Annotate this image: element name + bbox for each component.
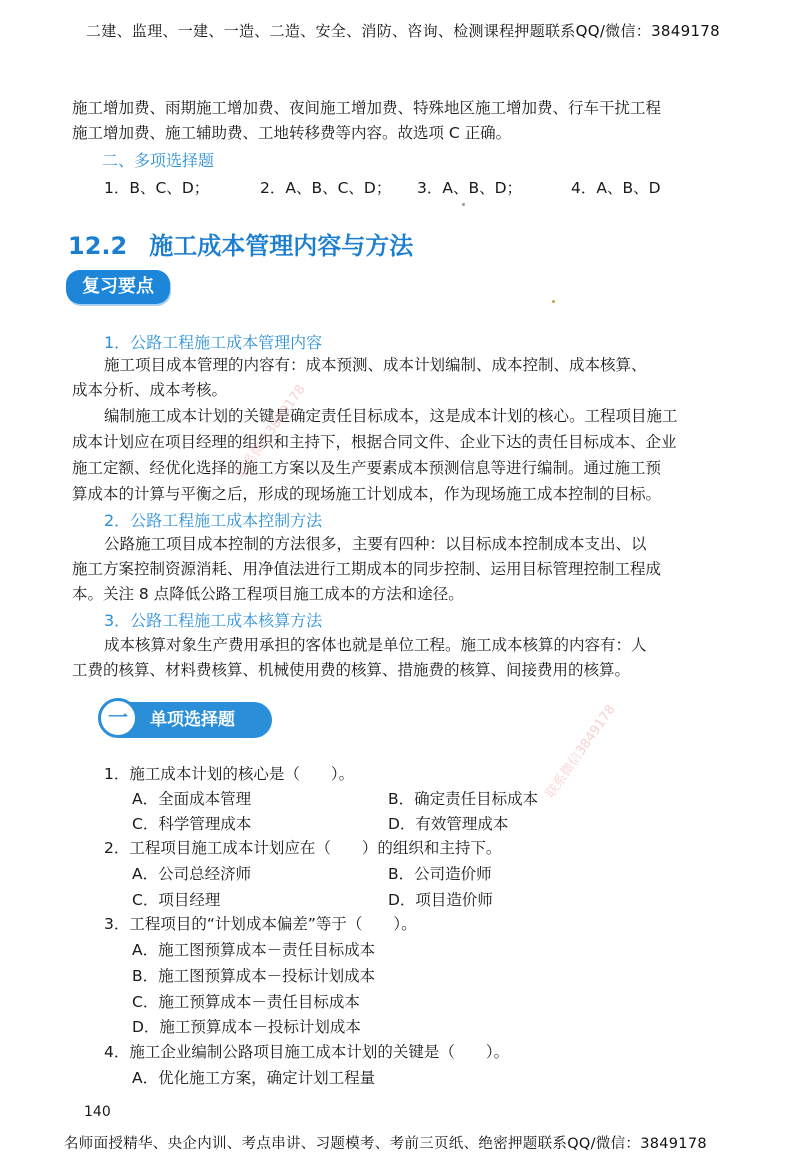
single-choice-title: 单项选择题 [150,710,235,730]
paragraph-line: 公路施工项目成本控制的方法很多，主要有四种：以目标成本控制成本支出、以 [104,535,647,553]
option: D．项目造价师 [388,891,493,909]
review-badge: 复习要点 [66,270,170,304]
option: D．有效管理成本 [388,815,509,833]
paragraph-line: 成本计划应在项目经理的组织和主持下，根据合同文件、企业下达的责任目标成本、企业 [72,433,677,451]
question-4-stem: 4．施工企业编制公路项目施工成本计划的关键是（ ）。 [104,1043,510,1061]
section-title-text: 施工成本管理内容与方法 [149,232,414,260]
scan-speck [552,300,555,303]
page-number: 140 [84,1104,111,1120]
question-3-stem: 3．工程项目的“计划成本偏差”等于（ ）。 [104,915,417,933]
subsection-2-heading: 2．公路工程施工成本控制方法 [104,511,323,530]
option: C．施工预算成本－责任目标成本 [132,993,360,1011]
option: B．确定责任目标成本 [388,790,539,808]
section-number: 12.2 [68,232,128,260]
option: C．项目经理 [132,891,221,909]
option: A．全面成本管理 [132,790,252,808]
option: A．优化施工方案，确定计划工程量 [132,1069,376,1087]
question-1-stem: 1．施工成本计划的核心是（ ）。 [104,765,355,783]
watermark: 联系微信3849178 [233,382,309,481]
option: D．施工预算成本－投标计划成本 [132,1018,361,1036]
paragraph-line: 成本核算对象生产费用承担的客体也就是单位工程。施工成本核算的内容有：人 [104,636,647,654]
option: B．公司造价师 [388,865,492,883]
section-number-circle: 一 [98,698,138,738]
answer-1: 1．B、C、D； [104,179,210,197]
paragraph-line: 工费的核算、材料费核算、机械使用费的核算、措施费的核算、间接费用的核算。 [72,661,631,679]
subsection-1-heading: 1．公路工程施工成本管理内容 [104,333,323,352]
paragraph-line: 算成本的计算与平衡之后，形成的现场施工计划成本，作为现场施工成本控制的目标。 [72,485,662,503]
option: B．施工图预算成本－投标计划成本 [132,967,376,985]
paragraph-line: 施工定额、经优化选择的施工方案以及生产要素成本预测信息等进行编制。通过施工预 [72,459,662,477]
scan-speck [462,203,465,206]
section-title [68,226,413,261]
answer-2: 2．A、B、C、D； [260,179,392,197]
header-banner: 二建、监理、一建、一造、二造、安全、消防、咨询、检测课程押题联系QQ/微信：3849178 [86,22,720,40]
question-2-stem: 2．工程项目施工成本计划应在（ ）的组织和主持下。 [104,839,502,857]
paragraph-line: 本。关注 8 点降低公路工程项目施工成本的方法和途径。 [72,585,464,603]
paragraph-line: 施工方案控制资源消耗、用净值法进行工期成本的同步控制、运用目标管理控制工程成 [72,560,662,578]
intro-line-1: 施工增加费、雨期施工增加费、夜间施工增加费、特殊地区施工增加费、行车干扰工程 [72,99,662,117]
footer-banner: 名师面授精华、央企内训、考点串讲、习题模考、考前三页纸、绝密押题联系QQ/微信：3849178 [64,1136,707,1152]
paragraph-line: 编制施工成本计划的关键是确定责任目标成本，这是成本计划的核心。工程项目施工 [104,407,678,425]
multi-choice-answers [104,176,704,198]
answer-4: 4．A、B、D [571,179,661,197]
option: A．公司总经济师 [132,865,252,883]
paragraph-line: 施工项目成本管理的内容有：成本预测、成本计划编制、成本控制、成本核算、 [104,356,647,374]
intro-line-2: 施工增加费、施工辅助费、工地转移费等内容。故选项 C 正确。 [72,124,512,142]
single-choice-header [104,702,272,738]
option: C．科学管理成本 [132,815,252,833]
multi-choice-heading: 二、多项选择题 [102,151,215,170]
option: A．施工图预算成本－责任目标成本 [132,941,376,959]
watermark: 联系微信3849178 [543,702,619,801]
answer-3: 3．A、B、D； [417,179,523,197]
subsection-3-heading: 3．公路工程施工成本核算方法 [104,611,323,630]
paragraph-line: 成本分析、成本考核。 [72,381,228,399]
